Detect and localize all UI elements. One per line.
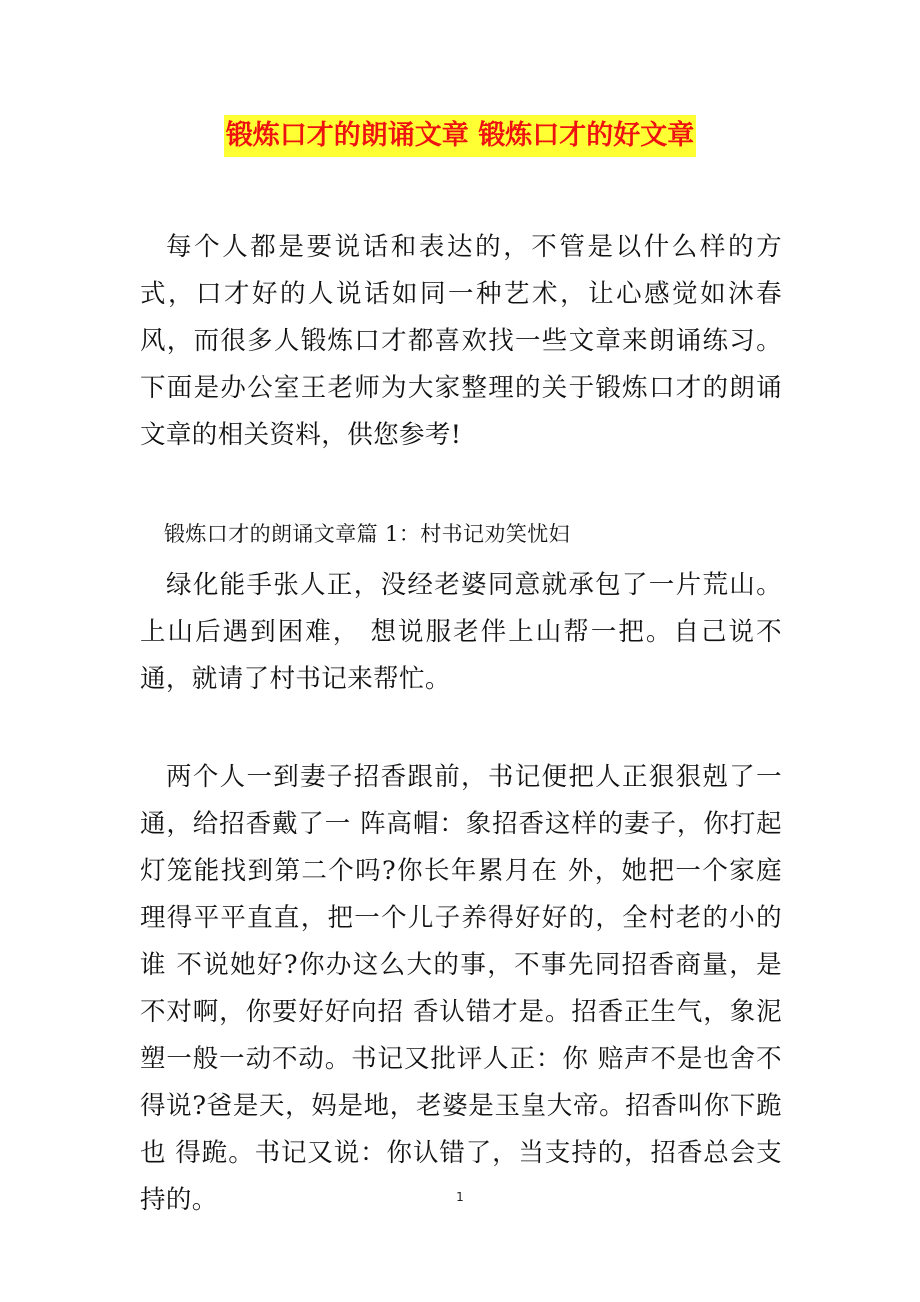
story-paragraph-1: 绿化能手张人正，没经老婆同意就承包了一片荒山。上山后遇到困难， 想说服老伴上山帮一把。自己说不通，就请了村书记来帮忙。 (140, 570, 782, 694)
intro-paragraph: 每个人都是要说话和表达的，不管是以什么样的方式，口才好的人说话如同一种艺术，让心感觉如沐春风，而很多人锻炼口才都喜欢找一些文章来朗诵练习。下面是办公室王老师为大家整理的关于锻炼口才的朗诵文章的相关资料，供您参考! (140, 232, 782, 450)
page-number: 1 (456, 1190, 464, 1204)
story-paragraph-2: 两个人一到妻子招香跟前，书记便把人正狠狠剋了一通，给招香戴了一 阵高帽：象招香这样的妻子，你打起灯笼能找到第二个吗?你长年累月在 外，她把一个家庭理得平平直直，把一个儿子养得好好的，全村老的小的谁 不说她好?你办这么大的事，不事先同招香商量，是不对啊，你要好好向招 香认错才是。招香正生气，象泥塑一般一动不动。书记又批评人正：你 赔声不是也舍不得说?爸是天，妈是地，老婆是玉皇大帝。招香叫你下跪也 得跪。书记又说：你认错了，当支持的，招香总会支持的。 (140, 762, 782, 1215)
document-title: 锻炼口才的朗诵文章 锻炼口才的好文章 (224, 115, 696, 157)
document-title-container (0, 114, 920, 157)
section-heading: 锻炼口才的朗诵文章篇 1：村书记劝笑忧妇 (164, 522, 571, 546)
